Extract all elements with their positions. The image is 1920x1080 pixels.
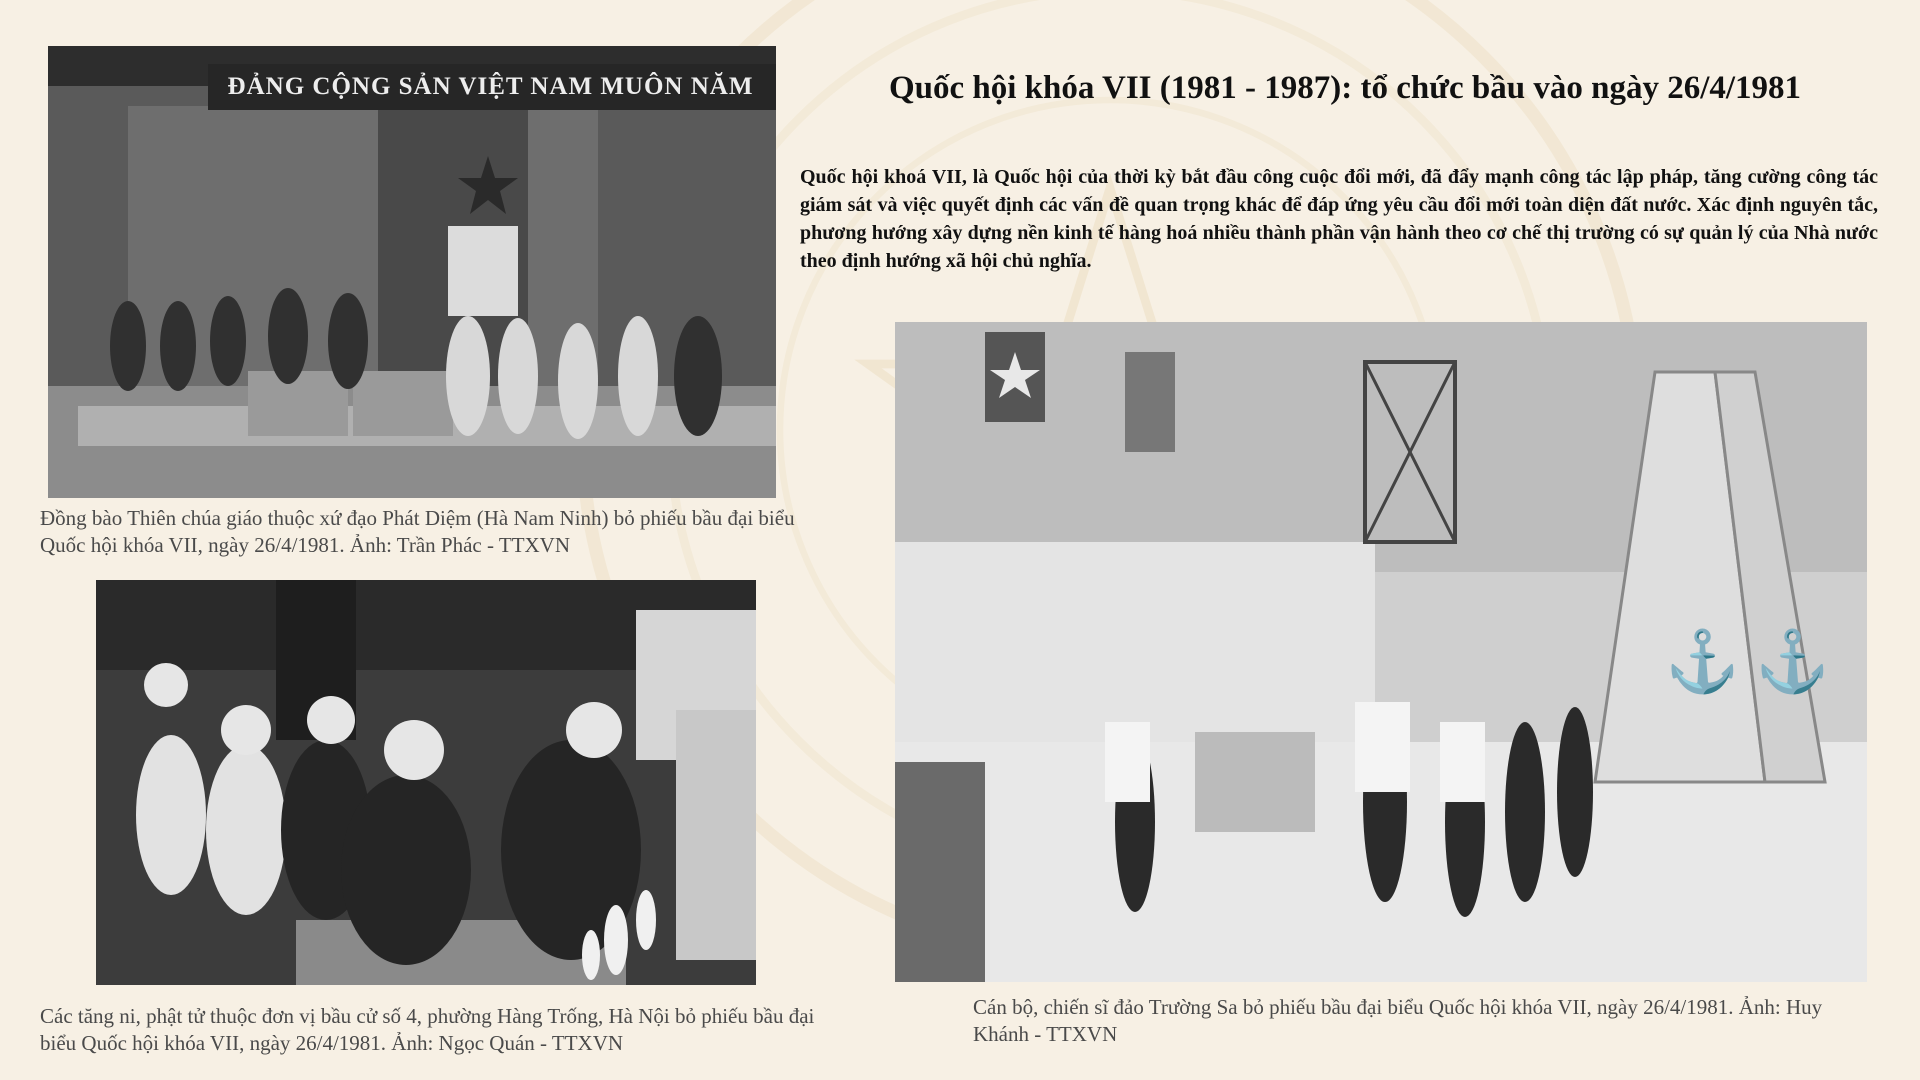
photo-caption: Cán bộ, chiến sĩ đảo Trường Sa bỏ phiếu bầu đại biểu Quốc hội khóa VII, ngày 26/4/1981. Ảnh: Huy Khánh - TTXVN — [973, 995, 1823, 1046]
photo-banner-text: ĐẢNG CỘNG SẢN VIỆT NAM MUÔN NĂM — [227, 73, 754, 100]
photo-truong-sa-voting — [895, 322, 1867, 982]
intro-paragraph: Quốc hội khoá VII, là Quốc hội của thời kỳ bắt đầu công cuộc đổi mới, đã đẩy mạnh công tác lập pháp, tăng cường công tác giám sát và việc quyết định các vấn đề quan trọng khác để đáp ứng yêu cầu đổi mới toàn diện đất nước. Xác định nguyên tắc, phương hướng xây dựng nền kinh tế hàng hoá nhiều thành phần vận hành theo cơ chế thị trường có sự quản lý của Nhà nước theo định hướng xã hội chủ nghĩa. — [800, 166, 1878, 272]
svg-text:⚓: ⚓ — [1665, 629, 1740, 695]
page-title: Quốc hội khóa VII (1981 - 1987): tổ chức bầu vào ngày 26/4/1981 — [888, 70, 1802, 106]
photo-caption: Các tăng ni, phật tử thuộc đơn vị bầu cử số 4, phường Hàng Trống, Hà Nội bỏ phiếu bầu đại biểu Quốc hội khóa VII, ngày 26/4/1981. Ảnh: Ngọc Quán - TTXVN — [40, 1004, 815, 1055]
photo-phat-diem-voting — [48, 46, 776, 498]
photo-caption: Đồng bào Thiên chúa giáo thuộc xứ đạo Phát Diệm (Hà Nam Ninh) bỏ phiếu bầu đại biểu Quốc hội khóa VII, ngày 26/4/1981. Ảnh: Trần Phác - TTXVN — [40, 506, 795, 557]
photo-hang-trong-voting — [96, 580, 756, 985]
svg-text:⚓: ⚓ — [1755, 629, 1830, 695]
